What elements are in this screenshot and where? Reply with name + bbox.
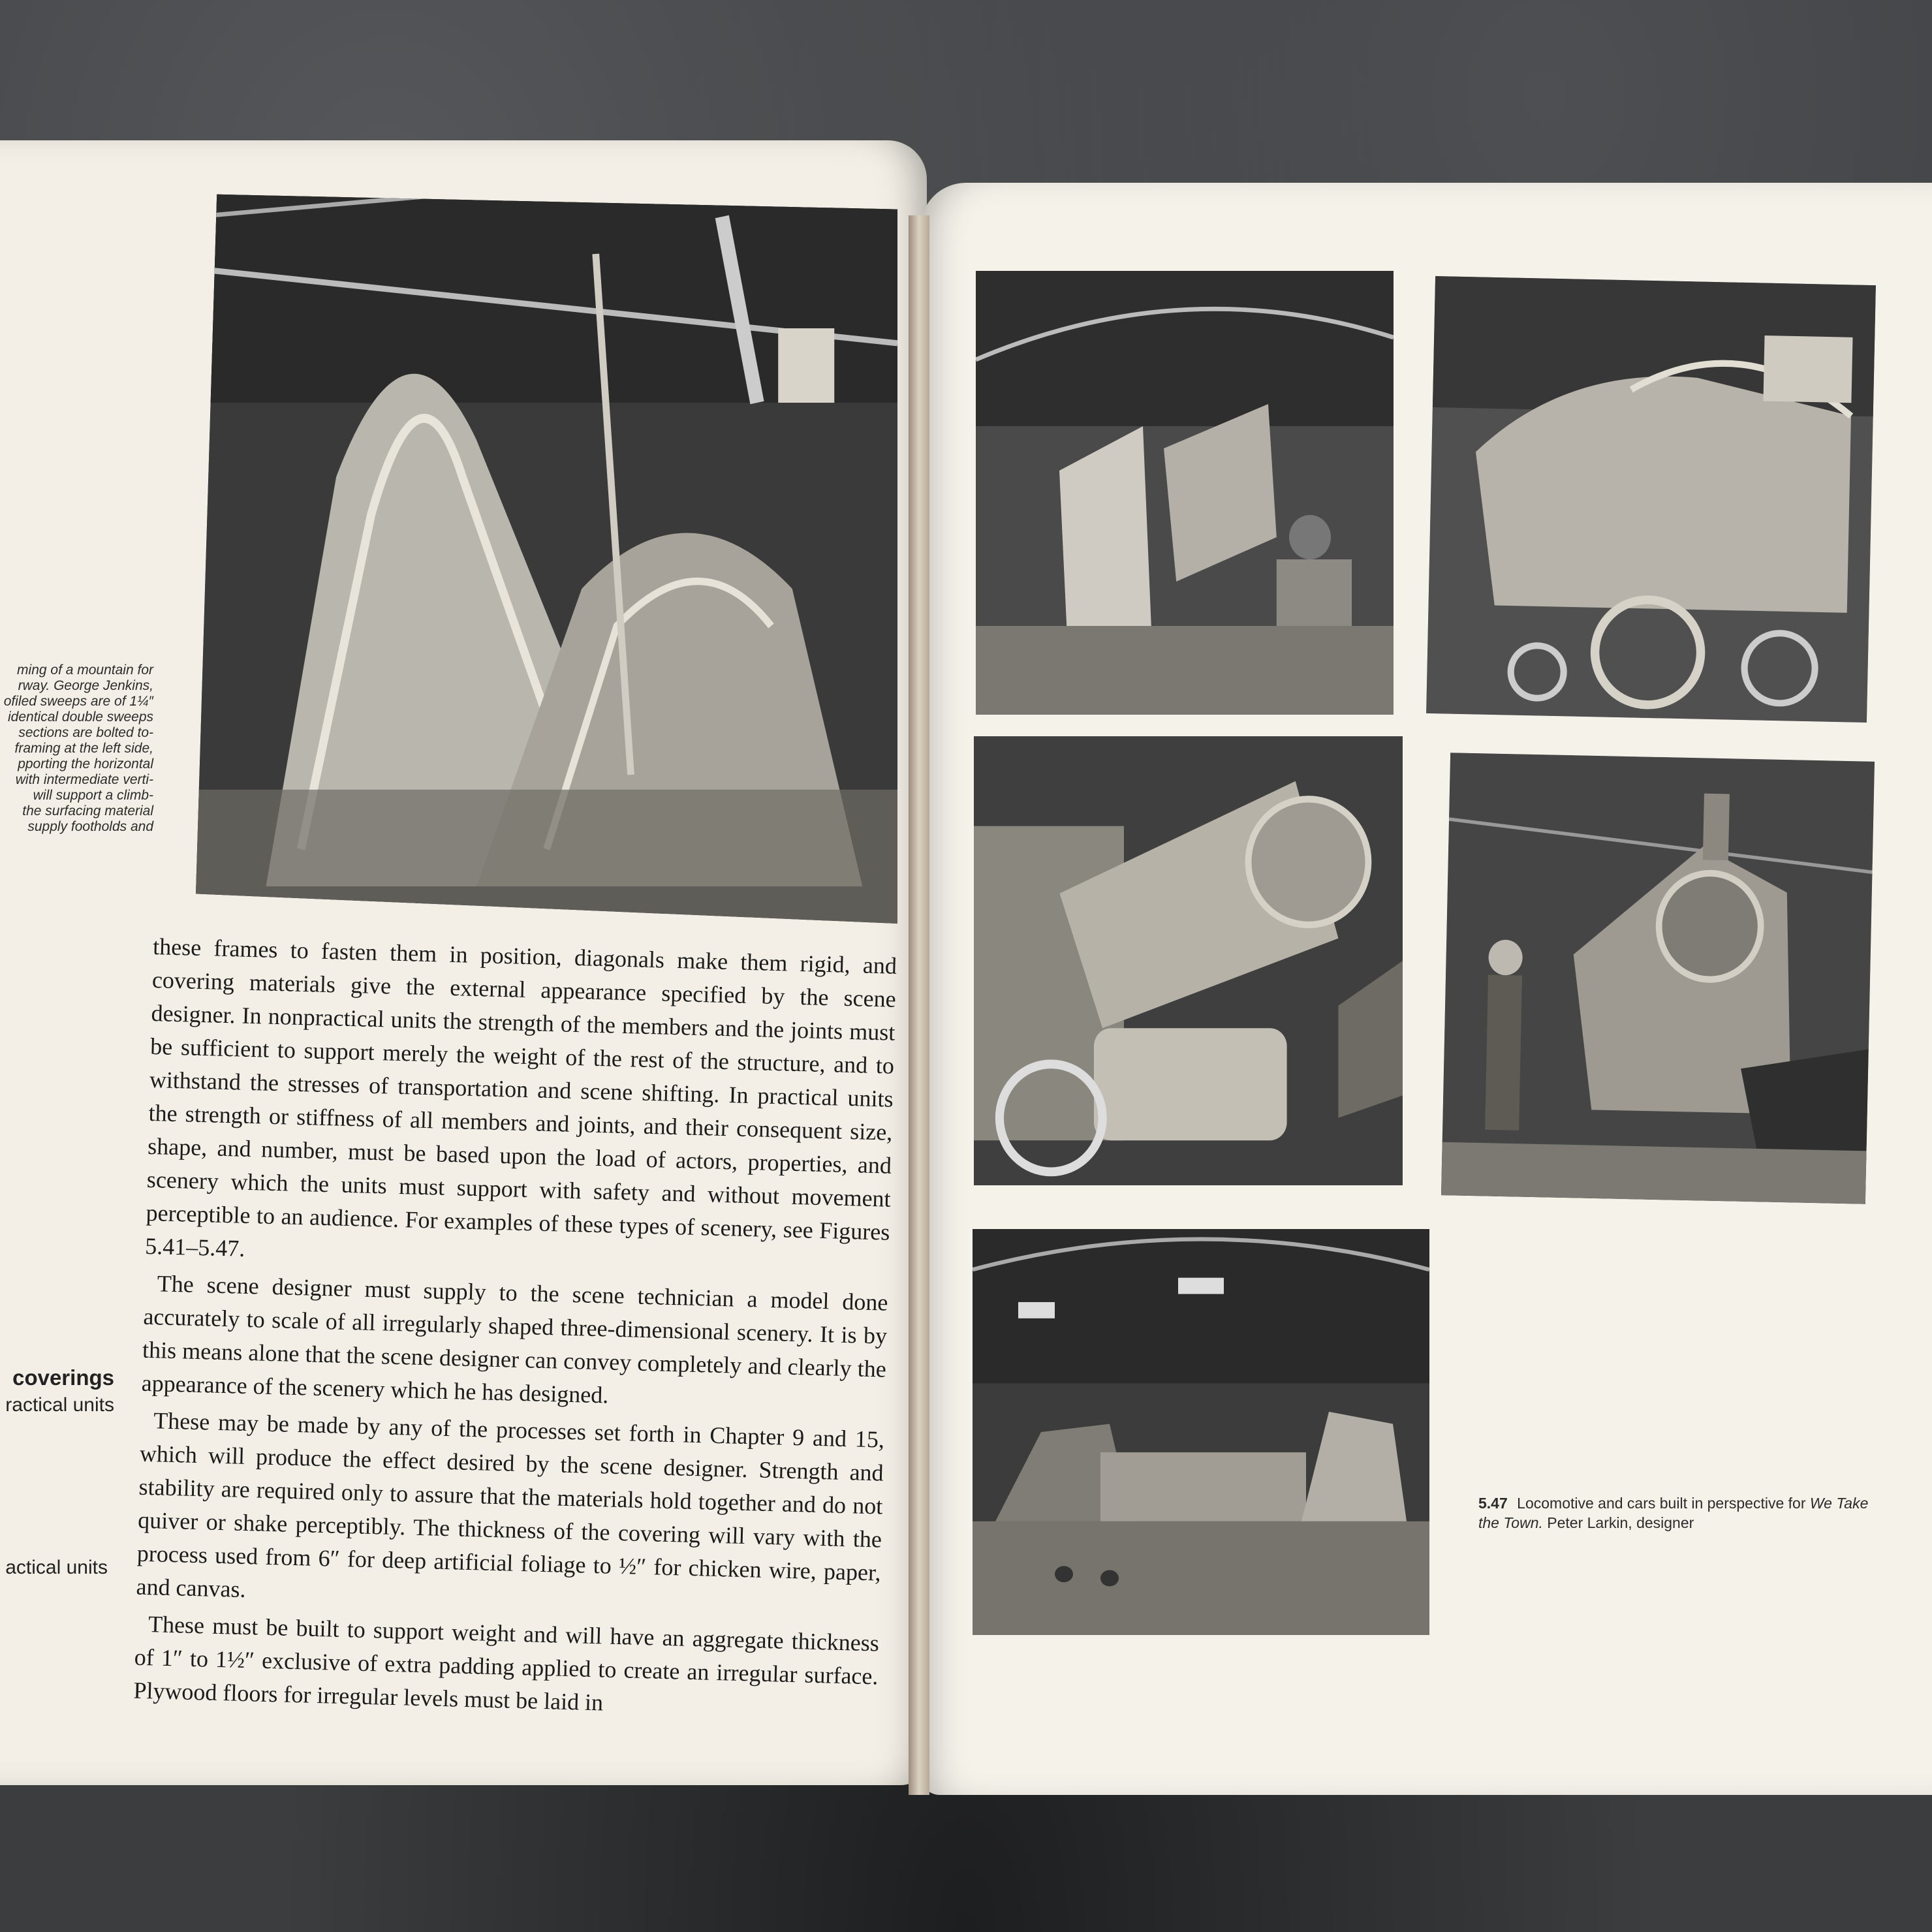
- paragraph: The scene designer must supply to the scene technician a model done accurately to scale of all irregularly shaped three-dimensional scenery. It is by this means alone that the scene designer can convey completely and clearly the appearance of the scenery which he has designed.: [141, 1270, 888, 1409]
- margin-subheading: actical units: [5, 1557, 108, 1578]
- paragraph: these frames to fasten them in position, diagonals make them rigid, and covering materials give the external appearance specified by the scene designer. In nonpractical units the strength of the members and the joints must be sufficient to support merely the weight of the rest of the structure, and to withstand the stresses of transportation and scene shifting. In practical units the strength or stiffness of all members and joints, and their consequent size, shape, and number, must be based upon the load of actors, properties, and scenery which the units must support with safety and without movement perceptible to an audience. For examples of these types of scenery, see Figures 5.41–5.47.: [144, 933, 897, 1262]
- caption-line: ofiled sweeps are of 1¼″: [3, 694, 153, 709]
- caption-line: ming of a mountain for: [17, 662, 153, 678]
- caption-line: supply footholds and: [27, 819, 153, 834]
- caption-line: the surfacing material: [22, 803, 153, 818]
- workshop-photo-2: [1426, 276, 1876, 723]
- body-text: [133, 930, 897, 1726]
- caption-line: identical double sweeps: [8, 709, 153, 724]
- book-gutter: [909, 215, 929, 1795]
- paragraph: These must be built to support weight and will have an aggregate thickness of 1″ to 1½″ exclusive of extra padding applied to create an irregular surface. Plywood floors for irregular levels must be laid in: [132, 1611, 880, 1716]
- workshop-photo-1: [976, 271, 1394, 715]
- caption-line: pporting the horizontal: [18, 756, 153, 771]
- figure-caption: [1478, 1493, 1870, 1533]
- margin-heading: coverings: [12, 1365, 114, 1390]
- caption-line: framing at the left side,: [14, 741, 153, 756]
- locomotive-photo-3: [974, 736, 1403, 1185]
- caption-title: We Take the Town.: [1478, 1495, 1869, 1531]
- caption-credit: Peter Larkin, designer: [1547, 1514, 1694, 1531]
- caption-line: with intermediate verti-: [15, 772, 153, 787]
- paragraph: These may be made by any of the processes set forth in Chapter 9 and 15, which will produce the effect desired by the scene designer. Strength and stability are required only to assure that the materials hold together and do not quiver or shake perceptibly. The thickness of the covering will vary with the process used from 6″ for deep artificial foliage to ½″ for chicken wire, paper, and canvas.: [136, 1407, 885, 1603]
- margin-subheading: ractical units: [5, 1394, 114, 1416]
- caption-line: will support a climb-: [33, 788, 153, 803]
- caption-line: sections are bolted to-: [18, 725, 153, 740]
- locomotive-photo-4: [1441, 753, 1875, 1204]
- caption-text: Locomotive and cars built in perspective for: [1517, 1495, 1806, 1512]
- figure-number: 5.47: [1478, 1495, 1508, 1512]
- side-caption: [0, 662, 153, 835]
- mountain-framing-photo: [196, 179, 897, 924]
- stage-wide-photo: [973, 1229, 1429, 1635]
- caption-line: rway. George Jenkins,: [18, 678, 153, 693]
